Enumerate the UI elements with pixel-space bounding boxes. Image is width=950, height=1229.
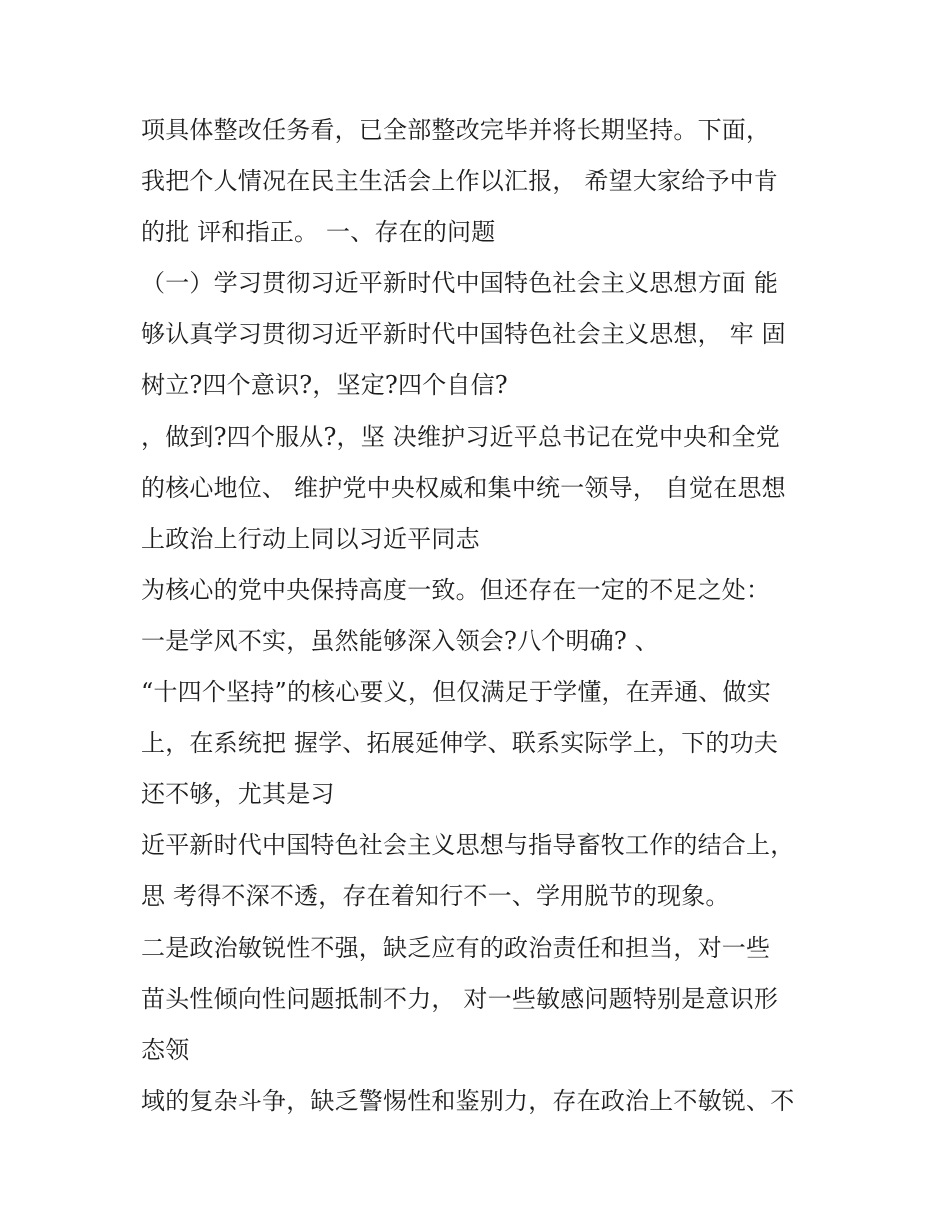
text-line: ，做到?四个服从?，坚 决维护习近平总书记在党中央和全党: [141, 422, 780, 451]
text-line: 思 考得不深不透，存在着知行不一、学用脱节的现象。: [141, 882, 730, 911]
text-line: 域的复杂斗争，缺乏警惕性和鉴别力，存在政治上不敏锐、不: [141, 1086, 795, 1115]
text-line: 够认真学习贯彻习近平新时代中国特色社会主义思想， 牢 固: [141, 320, 786, 349]
text-line: 的核心地位、 维护党中央权威和集中统一领导， 自觉在思想: [141, 473, 786, 502]
text-line: 态领: [141, 1035, 190, 1064]
text-line: 一是学风不实，虽然能够深入领会?八个明确? 、: [141, 626, 659, 655]
text-line: “十四个坚持”的核心要义，但仅满足于学懂，在弄通、做实: [141, 678, 771, 707]
text-line: （一）学习贯彻习近平新时代中国特色社会主义思想方面 能: [141, 269, 779, 298]
text-line: 上政治上行动上同以习近平同志: [141, 524, 480, 553]
text-line: 我把个人情况在民主生活会上作以汇报， 希望大家给予中肯: [141, 167, 779, 196]
text-line: 为核心的党中央保持高度一致。但还存在一定的不足之处：: [141, 575, 771, 604]
text-line: 的批 评和指正。 一、存在的问题: [141, 218, 496, 247]
text-line: 树立?四个意识?，坚定?四个自信?: [141, 371, 508, 400]
text-line: 上，在系统把 握学、拓展延伸学、联系实际学上，下的功夫: [141, 729, 779, 758]
text-line: 还不够，尤其是习: [141, 780, 335, 809]
text-line: 苗头性倾向性问题抵制不力， 对一些敏感问题特别是意识形: [141, 984, 779, 1013]
document-body: [141, 105, 831, 1127]
text-line: 二是政治敏锐性不强，缺乏应有的政治责任和担当，对一些: [141, 933, 771, 962]
text-line: 项具体整改任务看，已全部整改完毕并将长期坚持。下面，: [141, 116, 771, 144]
text-line: 近平新时代中国特色社会主义思想与指导畜牧工作的结合上，: [141, 831, 795, 860]
